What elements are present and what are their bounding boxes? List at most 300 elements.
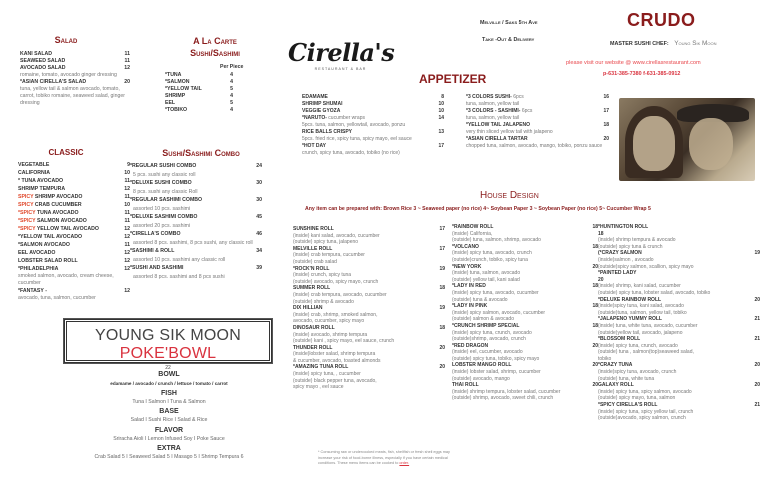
house-roll-item [452,224,598,231]
item-name: AVOCADO SALAD [20,65,66,71]
roll-price: 19 [754,250,760,257]
roll-ingredients: (inside) California, [452,230,493,237]
house-roll-item [293,305,445,312]
salad-section [20,35,130,107]
roll-name: THUNDER ROLL [293,344,333,351]
item-price: 4 [230,107,233,113]
roll-ingredients: tobiko [598,355,612,362]
appetizer-item [302,94,444,101]
roll-ingredients: (outside)tuna, salmon, yellow tail, tobiko [598,309,687,316]
roll-ingredients: (inside) tuna, salmon, avocado [452,270,521,277]
a-la-carte-title: A La Carte [193,36,237,46]
roll-ingredients: (outside) avocado, mango [452,375,510,382]
house-roll-item [452,362,598,369]
house-roll-item [598,402,760,409]
item-price: 9 [127,162,130,168]
roll-price-row [598,231,760,238]
chef-name: Young Sik Moon [674,40,717,47]
poke-bowl-box [64,319,272,371]
roll-ingredients: (outside) tuna, salmon, shrimp, avocado [452,237,541,244]
house-roll-item [598,224,760,231]
appetizer-item [466,108,609,115]
roll-ingredients: (inside) crab, shrimp, smoked salmon, [293,311,378,318]
classic-section [18,148,130,302]
roll-name: *AMAZING TUNA ROLL [293,364,349,371]
roll-price: 19 [439,305,445,312]
roll-ingredients: (outside) kani , spicy mayo, eel sauce, crunch [293,338,395,345]
item-name: *3 COLORS - SASHIMI- 6pcs [466,108,533,114]
roll-name: THAI ROLL [452,382,479,389]
roll-ingredients: (outside) spicy tuna, tobiko, spicy mayo [452,355,540,362]
poke-bowl-price: 22 [165,365,171,371]
roll-ingredients: (inside) crunch, spicy tuna [293,272,352,279]
item-price: 12 [124,258,130,264]
item-name: *FANTASY - [18,288,47,294]
crudo-title: CRUDO [627,10,696,30]
item-price: 12 [124,186,130,192]
roll-ingredients: (inside)spicy tuna, avocado, crunch [598,369,677,376]
roll-ingredients: (outside)crunch, tobiko, spicy tuna [452,256,528,263]
house-roll-item [598,250,760,257]
house-rolls-col1 [293,226,445,391]
item-name: *SUSHI AND SASHIMI [130,265,184,271]
roll-price: 20 [592,263,598,270]
item-price: 17 [438,143,444,149]
item-price: 4 [230,93,233,99]
roll-name: GALAXY ROLL [598,382,634,389]
item-price: 14 [438,115,444,121]
poke-section-heading: FISH [161,389,177,397]
item-description: crunch, spicy tuna, avocado, tobiko (no rice) [302,150,400,156]
roll-name: *VOLCANO [452,243,479,250]
item-price: 10 [124,170,130,176]
roll-ingredients: (inside) shrimp, kani salad, cucumber [598,283,681,290]
a-la-carte-item [165,79,233,86]
roll-price: 21 [754,316,760,323]
roll-ingredients: (inside) crab tempura, avocado, cucumber [293,291,387,298]
combo-item [130,196,262,205]
item-name: KANI SALAD [20,51,52,57]
combo-section [130,148,262,281]
roll-name: *PAINTED LADY [598,270,637,277]
roll-name: MELVILLE ROLL [293,245,333,252]
item-price: 16 [603,94,609,100]
item-description: 5 pcs. sushi any classic roll [133,171,196,178]
item-description: 5pcs. tuna, salmon, yellowtail, avocado, ponzu [302,122,406,128]
item-price: 34 [256,248,262,254]
item-price: 11 [124,210,130,216]
item-price: 11 [124,218,130,224]
appetizer-right-list [466,94,609,150]
roll-price: 20 [592,362,598,369]
roll-price: 21 [754,336,760,343]
item-name: RICE BALLS CRISPY [302,129,353,135]
roll-ingredients: (inside)spicy tuna, kani salad, avocado [598,303,684,310]
item-description: tuna, salmon, yellow tail [466,115,520,121]
roll-name: *CRAZY TUNA [598,362,633,369]
item-name: *NARUTO- cucumber wraps [302,115,365,121]
roll-ingredients: (outside) spicy mayo, tuna, salmon [598,395,676,402]
chef-label: MASTER SUSHI CHEF: [610,41,669,47]
roll-ingredients: (outside) spicy tuna & crunch [598,243,663,250]
website-link[interactable]: please visit our website @ www.cirellasrestaurant.com [566,60,701,66]
roll-ingredients: (outside)yellow tail, avocado, jalapeno [598,329,683,336]
house-roll-item [598,382,760,389]
classic-roll-item [18,225,130,233]
item-name: VEGETABLE [18,162,50,168]
item-price: 24 [256,163,262,169]
roll-ingredients: spicy mayo , eel sauce [293,384,344,391]
classic-roll-item [18,169,130,177]
classic-roll-item [18,265,130,273]
appetizer-item [466,136,609,143]
item-price: 17 [603,108,609,114]
item-name: *YELLOW TAIL AVOCADO [18,234,83,240]
roll-price: 18 [592,303,598,310]
item-description: tuna, yellow tail & salmon avocado, tomato, carrot, tobiko romaine, seaweed salad, ginger dressing [20,86,125,106]
item-name: *YELLOW TAIL [165,86,202,92]
item-name: SPICY CRAB CUCUMBER [18,202,82,208]
chef-line [610,40,717,47]
roll-price: 20 [754,382,760,389]
roll-ingredients: (outside) shrimp & avocado [293,298,354,305]
item-price: 5 [230,100,233,106]
item-name: *REGULAR SUSHI COMBO [130,163,197,169]
logo-script: Cirella's [288,38,395,67]
roll-ingredients: (outside)shrimp, avocado, crunch [452,336,526,343]
roll-ingredients: (inside) spicy tuna, crunch, avocado [598,342,678,349]
house-roll-item [293,246,445,253]
roll-price: 18 [592,283,598,290]
combo-item [130,247,262,256]
roll-price: 17 [439,226,445,232]
item-name: *ASIAN CIRELLA TARTAR [466,136,528,142]
house-roll-item [452,244,598,251]
house-roll-item [293,364,445,371]
item-price: 10 [438,101,444,107]
item-name: *PHILADELPHIA [18,266,59,272]
house-design-title: House Design [480,190,539,201]
house-roll-item [452,283,598,290]
classic-roll-item [18,249,130,257]
roll-ingredients: (outside) avocado, spicy mayo, crunch [293,278,379,285]
poke-section-options: Sriracha Aioli I Lemon Infused Soy I Poke Sauce [113,435,225,442]
poke-bowl-options [60,370,278,463]
per-piece-label: Per Piece [220,64,244,70]
take-out-delivery: Take -Out & Delivery [482,37,535,43]
roll-ingredients: (outside)avocado, spicy salmon, crunch [598,415,686,422]
roll-ingredients: (inside) avocado, shrimp tempura [293,331,368,338]
appetizer-item [302,108,444,115]
item-price: 12 [124,250,130,256]
a-la-carte-section [165,36,265,114]
item-name: *REGULAR SASHIMI COMBO [130,197,203,203]
item-price: 20 [603,136,609,142]
roll-ingredients: (inside) spicy tuna, spicy salmon, avocado [598,388,692,395]
item-description: 5pcs. fried rice, spicy tuna, spicy mayo, eel sauce [302,136,412,142]
item-price: 13 [438,129,444,135]
roll-name: *LADY IN PINK [452,303,488,310]
item-name: *SASHIMI & ROLL [130,248,175,254]
roll-price: 18 [592,322,598,329]
poke-section-heading: FLAVOR [154,426,184,434]
roll-price: 20 [592,382,598,389]
item-price: 39 [256,265,262,271]
item-price: 45 [256,214,262,220]
roll-name: *LADY IN RED [452,283,486,290]
logo-subtitle: RESTAURANT & BAR [314,67,367,71]
roll-ingredients: (inside) kani salad, avocado, cucumber [293,232,380,239]
combo-item [130,213,262,222]
roll-name: *JALAPENO YUMMY ROLL [598,316,662,323]
roll-name: *CRUNCH SHRIMP SPECIAL [452,322,520,329]
house-roll-item [598,316,760,323]
item-price: 12 [124,65,130,71]
item-description: romaine, tomato, avocado ginger dressing [20,72,117,78]
house-roll-item [293,285,445,292]
roll-ingredients: (outside) yellow tail, kani salad [452,276,520,283]
house-roll-item [598,297,760,304]
item-name: SEAWEED SALAD [20,58,66,64]
item-description: assorted 10 pcs. sashimi [133,205,191,212]
roll-name: *DELUXE RAINBOW ROLL [598,296,662,303]
item-name: *DELUXE SASHIMI COMBO [130,214,198,220]
roll-name: *NEW YORK [452,263,482,270]
roll-ingredients: (outside) tuna & avocado [452,296,508,303]
roll-name: LOBSTER MANGO ROLL [452,362,512,369]
item-price: 12 [124,266,130,272]
item-price: 11 [124,178,130,184]
roll-ingredients: (outside) spicy tuna, lobster salad, avocado, tobiko [598,289,711,296]
vintage-couple-photo [619,98,755,181]
item-description: very thin sliced yellow tail with jalapeno [466,129,553,135]
appetizer-item [302,101,444,108]
classic-roll-item [18,287,130,295]
roll-ingredients: (outside) tuna, white tuna [598,375,655,382]
item-name: *SALMON AVOCADO [18,242,70,248]
roll-ingredients: (outside) black pepper tuna, avocado, [293,377,377,384]
classic-title: CLASSIC [48,148,84,157]
logo [288,38,393,71]
item-description: tuna, salmon, yellow tail [466,101,520,107]
roll-price: 21 [754,402,760,409]
house-roll-item [452,303,598,310]
roll-name: *SPICY CIRELLA'S ROLL [598,402,658,409]
item-name: EEL [165,100,176,106]
item-price: 12 [124,234,130,240]
phone-fax: p-631-385-7380 f-631-385-0912 [603,71,681,77]
roll-ingredients: (outside) salmon & avocado [452,316,514,323]
roll-name: DIX HILLIAN [293,305,323,312]
house-roll-item [293,325,445,332]
poke-section-options: Salad I Sushi Rice I Salad & Rice [130,417,208,423]
roll-ingredients: (inside) spicy tuna, avocado, cucumber [452,289,539,296]
roll-ingredients: (inside)salmon , avocado [598,256,654,263]
item-price: 30 [256,197,262,203]
item-name: EDAMAME [302,94,328,100]
roll-price: 20 [439,344,445,351]
item-price: 11 [124,51,130,57]
roll-name: *RED DRAGON [452,342,489,349]
item-name: *SPICY SALMON AVOCADO [18,218,87,224]
roll-name: *HUNTINGTON ROLL [598,224,649,230]
salad-item [20,58,130,65]
item-price: 4 [230,79,233,85]
combo-item [130,264,262,273]
roll-name: SUMMER ROLL [293,285,331,292]
roll-name: DINOSAUR ROLL [293,324,335,331]
roll-ingredients: (inside) shrimp tempura & avocado [598,237,676,244]
item-price: 5 [230,86,233,92]
item-name: *3 COLORS SUSHI- 6pcs [466,94,524,100]
poke-section-heading: BASE [159,408,179,415]
item-price: 46 [256,231,262,237]
roll-name: *ROCK'N ROLL [293,265,330,272]
roll-ingredients: (inside) spicy tuna, , cucumber [293,371,361,378]
item-description: chopped tuna, salmon, avocado, mango, tobiko, ponzu sauce [466,143,603,149]
item-name: *TOBIKO [165,107,188,113]
house-roll-item [598,270,760,277]
item-name: *TUNA [165,72,182,78]
classic-roll-item [18,233,130,241]
roll-ingredients: (outside) spicy tuna, jalapeno [293,239,359,246]
house-design-note: Any item can be prepared with: Brown Rice 3 ~ Seaweed paper (no rice) 4~ Soybean Paper 3 ~ Soybean Paper (no rice) 5~ Cucumber Wrap 5 [305,206,651,212]
roll-name: *RAINBOW ROLL [452,224,494,230]
classic-roll-item [18,209,130,217]
location: Melville / Saks 5th Ave [480,20,538,26]
poke-section-options: edamame / avocado / crunch / lettuce / tomato / carrot [110,381,228,386]
item-price: 4 [230,72,233,78]
classic-roll-item [18,217,130,225]
combo-item [130,230,262,239]
roll-price: 17 [439,245,445,252]
appetizer-item [466,94,609,101]
item-name: *SPICY YELLOW TAIL AVOCADO [18,226,99,232]
appetizer-left-list [302,94,444,157]
house-roll-item [293,345,445,352]
roll-ingredients: (outside)spicy salmon, scallion, spicy mayo [598,263,694,270]
roll-price-row [598,277,760,284]
item-name: * TUNA AVOCADO [18,178,64,184]
appetizer-item [466,122,609,129]
house-rolls-col3 [598,224,760,422]
roll-name: *BLOSSOM ROLL [598,336,641,343]
item-description: avocado, tuna, salmon, cucumber [18,295,96,301]
roll-price: 20 [592,342,598,349]
roll-ingredients: (outside) crab salad [293,258,337,265]
roll-price: 20 [754,296,760,303]
roll-ingredients: (inside) tuna, white tuna, avocado, cucumber [598,322,698,329]
item-price: 12 [124,288,130,294]
item-price: 10 [124,202,130,208]
item-name: VEGGIE GYOZA [302,108,341,114]
item-name: *SALMON [165,79,190,85]
classic-roll-item [18,193,130,201]
roll-ingredients: (inside) lobster salad, shrimp, cucumber [452,369,541,376]
item-name: SHRIMP [165,93,186,99]
item-name: *SPICY TUNA AVOCADO [18,210,79,216]
roll-price: 18 [439,324,445,331]
item-price: 10 [438,108,444,114]
house-roll-item [293,226,445,233]
roll-price: 19 [439,265,445,272]
combo-title: Sushi/Sashimi Combo [162,148,240,158]
poke-section-heading: BOWL [158,371,180,378]
roll-ingredients: & cucumber, avocado, toasted almonds [293,357,381,364]
item-name: EEL AVOCADO [18,250,56,256]
poke-bowl-title: YOUNG SIK MOON POKE'BOWL [95,327,241,362]
roll-price: 20 [439,364,445,371]
item-name: *DELUXE SUSHI COMBO [130,180,192,186]
item-price: 12 [124,226,130,232]
a-la-carte-item [165,107,233,114]
appetizer-item [302,115,444,122]
roll-ingredients: (inside) spicy salmon, avocado, cucumber [452,309,546,316]
combo-item [130,162,262,171]
roll-ingredients: (outside) tuna , salmon(top)seaweed salad, [598,349,694,356]
salad-title: Salad [54,35,78,45]
roll-ingredients: (outside) shrimp, avocado, sweet chili, crunch [452,395,554,402]
roll-ingredients: avocado, cucumber, spicy mayo [293,318,365,325]
roll-ingredients: (inside)lobster salad, shrimp tempura [293,351,376,358]
item-name: *YELLOW TAIL JALAPENO [466,122,530,128]
house-roll-item [293,266,445,273]
item-price: 20 [124,79,130,85]
sushi-sashimi-title: Sushi/Sashimi [190,48,240,58]
roll-price: 18 [439,285,445,292]
roll-ingredients: (inside) spicy tuna, avocado, crunch [452,250,532,257]
classic-roll-item [18,161,130,169]
item-name: *CIRELLA'S COMBO [130,231,181,237]
salad-item [20,65,130,72]
roll-price: 20 [754,362,760,369]
item-price: 11 [124,194,130,200]
classic-roll-item [18,201,130,209]
item-description: assorted 8 pcs. sashimi, 8 pcs sushi, any classic roll [133,239,253,246]
item-name: LOBSTER SALAD ROLL [18,258,78,264]
a-la-carte-item [165,86,233,93]
item-description: smoked salmon, avocado, cream cheese, cucumber [18,273,114,286]
house-roll-item [452,382,598,389]
house-roll-item [598,336,760,343]
item-name: SHRIMP TEMPURA [18,186,66,192]
salad-item [20,79,130,86]
house-roll-item [452,343,598,350]
roll-price: 18 [592,224,598,230]
salad-item [20,51,130,58]
combo-item [130,179,262,188]
classic-roll-item [18,257,130,265]
item-name: SHRIMP SHUMAI [302,101,343,107]
item-name: *ASIAN CIRELLA'S SALAD [20,79,87,85]
roll-ingredients: (inside) shrimp tempura, lobster salad, cucumber [452,388,561,395]
a-la-carte-item [165,93,233,100]
appetizer-title: APPETIZER [419,72,487,86]
item-name: SPICY SHRIMP AVOCADO [18,194,83,200]
poke-section-options: Crab Salad 5 I Seaweed Salad 5 I Masago 5 I Shrimp Tempura 6 [94,454,244,460]
roll-price: 18 [598,230,604,237]
item-description: assorted 20 pcs. sashimi [133,222,191,229]
item-price: 18 [603,122,609,128]
roll-price: 20 [598,276,604,283]
roll-ingredients: (inside) crab tempura, cucumber [293,252,365,259]
item-price: 30 [256,180,262,186]
roll-ingredients: (inside) eel, cucumber, avocado [452,349,523,356]
house-roll-item [452,264,598,271]
house-roll-item [598,362,760,369]
item-price: 11 [124,58,130,64]
poke-section-heading: EXTRA [157,445,181,452]
